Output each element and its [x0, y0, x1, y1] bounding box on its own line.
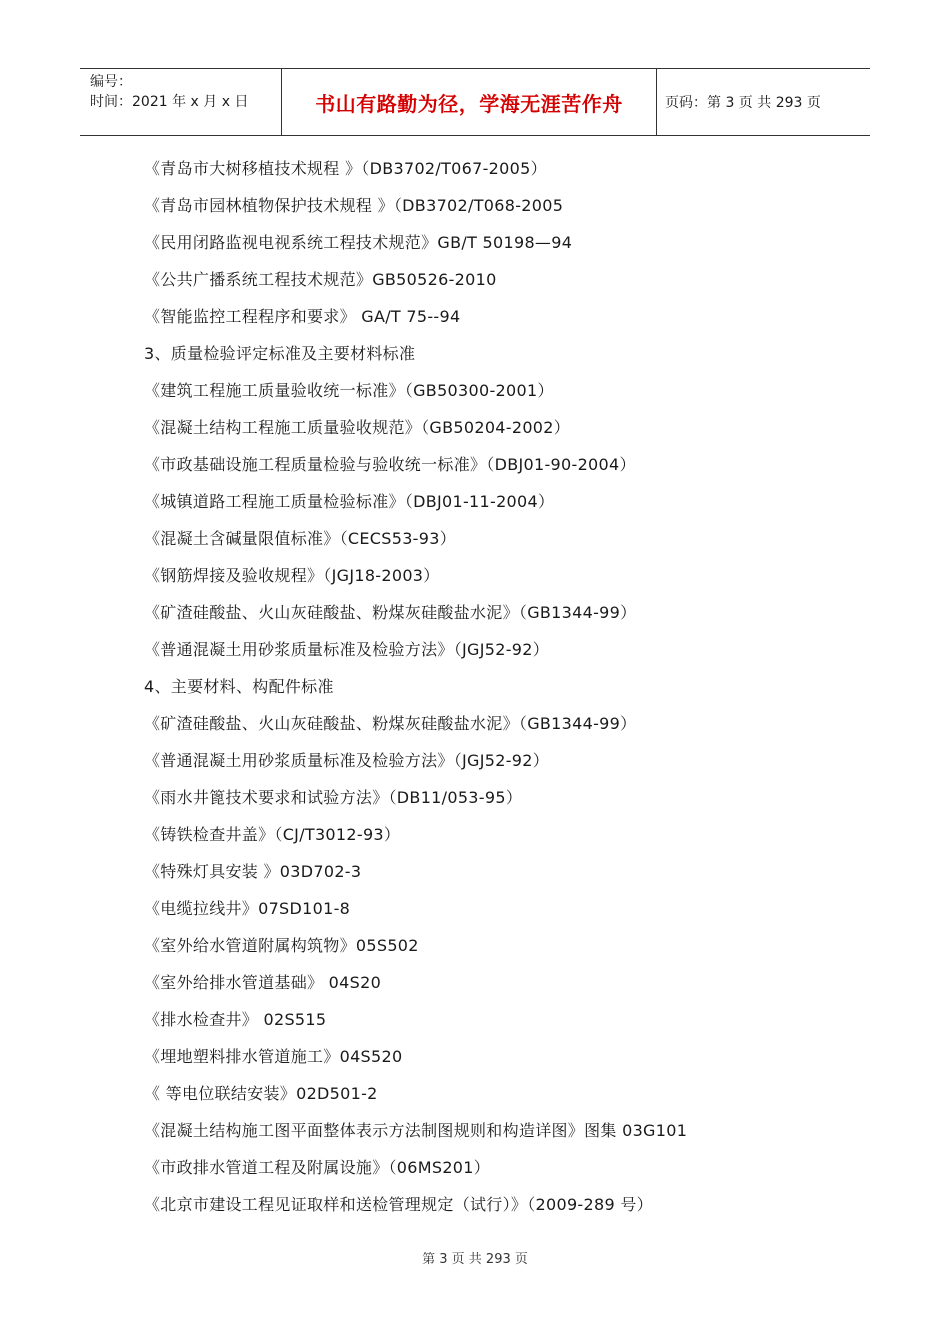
text-line: 《市政基础设施工程质量检验与验收统一标准》（DBJ01-90-2004） — [144, 455, 636, 474]
section-heading: 4、主要材料、构配件标准 — [144, 677, 334, 696]
text-line: 《北京市建设工程见证取样和送检管理规定（试行）》（2009-289 号） — [144, 1195, 653, 1214]
text-line: 《 等电位联结安装》02D501-2 — [144, 1084, 378, 1103]
text-line: 《青岛市大树移植技术规程 》（DB3702/T067-2005） — [144, 159, 547, 178]
text-line: 《雨水井篦技术要求和试验方法》（DB11/053-95） — [144, 788, 523, 807]
text-line: 《埋地塑料排水管道施工》04S520 — [144, 1047, 403, 1066]
section-heading: 3、质量检验评定标准及主要材料标准 — [144, 344, 416, 363]
text-line: 《混凝土结构施工图平面整体表示方法制图规则和构造详图》图集 03G101 — [144, 1121, 688, 1140]
text-line: 《市政排水管道工程及附属设施》（06MS201） — [144, 1158, 491, 1177]
page-header — [80, 68, 870, 136]
text-line: 《普通混凝土用砂浆质量标准及检验方法》（JGJ52-92） — [144, 640, 550, 659]
time-label: 时间：2021 年 x 月 x 日 — [90, 94, 249, 110]
text-line: 《公共广播系统工程技术规范》GB50526-2010 — [144, 270, 497, 289]
text-line: 《特殊灯具安装 》03D702-3 — [144, 862, 362, 881]
text-line: 《普通混凝土用砂浆质量标准及检验方法》（JGJ52-92） — [144, 751, 550, 770]
text-line: 《城镇道路工程施工质量检验标准》（DBJ01-11-2004） — [144, 492, 555, 511]
text-line: 《电缆拉线井》07SD101-8 — [144, 899, 351, 918]
text-line: 《排水检查井》 02S515 — [144, 1010, 327, 1029]
text-line: 《室外给排水管道基础》 04S20 — [144, 973, 382, 992]
text-line: 《混凝土结构工程施工质量验收规范》（GB50204-2002） — [144, 418, 571, 437]
code-label: 编号： — [90, 74, 132, 90]
text-line: 《青岛市园林植物保护技术规程 》（DB3702/T068-2005 — [144, 196, 564, 215]
text-line: 《矿渣硅酸盐、火山灰硅酸盐、粉煤灰硅酸盐水泥》（GB1344-99） — [144, 603, 637, 622]
text-line: 《建筑工程施工质量验收统一标准》（GB50300-2001） — [144, 381, 554, 400]
header-meta — [80, 69, 282, 135]
text-line: 《钢筋焊接及验收规程》（JGJ18-2003） — [144, 566, 440, 585]
page-footer: 第 3 页 共 293 页 — [422, 1252, 528, 1267]
text-line: 《智能监控工程程序和要求》 GA/T 75--94 — [144, 307, 461, 326]
text-line: 《民用闭路监视电视系统工程技术规范》GB/T 50198—94 — [144, 233, 573, 252]
text-line: 《铸铁检查井盖》（CJ/T3012-93） — [144, 825, 401, 844]
text-line: 《室外给水管道附属构筑物》05S502 — [144, 936, 419, 955]
header-page-info: 页码：第 3 页 共 293 页 — [665, 95, 821, 111]
header-motto: 书山有路勤为径，学海无涯苦作舟 — [282, 69, 657, 135]
text-line: 《矿渣硅酸盐、火山灰硅酸盐、粉煤灰硅酸盐水泥》（GB1344-99） — [144, 714, 637, 733]
text-line: 《混凝土含碱量限值标准》（CECS53-93） — [144, 529, 457, 548]
